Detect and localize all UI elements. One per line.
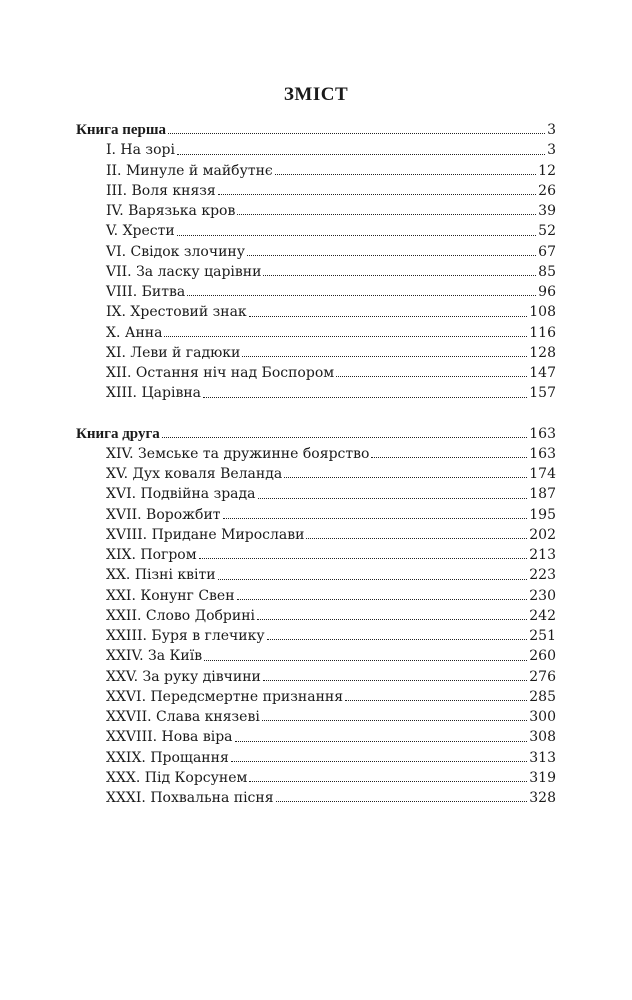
chapter-label: XXIII. Буря в глечику [106, 628, 265, 644]
toc-chapter-entry [76, 282, 556, 302]
chapter-label: XX. Пізні квіти [106, 567, 216, 584]
chapter-label: XXX. Під Корсунем [106, 769, 248, 786]
toc-chapter-entry [76, 140, 556, 160]
chapter-label: II. Минуле й майбутнє [106, 162, 273, 179]
chapter-label: XXII. Слово Добрині [106, 607, 256, 624]
chapter-page-number: 26 [538, 182, 556, 199]
chapter-label: XV. Дух коваля Веланда [106, 466, 283, 482]
chapter-label: VIII. Битва [106, 284, 186, 300]
dot-leader [263, 680, 527, 681]
toc-chapter-entry [76, 242, 556, 262]
toc-chapter-entry [76, 525, 556, 545]
toc-chapter-entry [76, 768, 556, 788]
chapter-page-number: 230 [529, 587, 556, 604]
chapter-page-number: 96 [538, 284, 556, 300]
chapter-label: X. Анна [106, 324, 163, 341]
table-of-contents [76, 120, 556, 808]
chapter-label: IX. Хрестовий знак [106, 304, 247, 321]
chapter-page-number: 128 [529, 344, 556, 361]
dot-leader [345, 700, 527, 701]
dot-leader [249, 316, 528, 317]
chapter-page-number: 213 [529, 547, 556, 563]
dot-leader [187, 295, 536, 296]
toc-chapter-entry [76, 748, 556, 768]
toc-chapter-entry [76, 586, 556, 606]
dot-leader [177, 154, 545, 155]
chapter-label: XIX. Погром [106, 547, 197, 563]
page-title: ЗМІСТ [283, 84, 349, 105]
chapter-label: XIV. Земське та дружинне боярство [106, 445, 370, 462]
chapter-label: V. Хрести [106, 223, 175, 240]
dot-leader [267, 639, 528, 640]
toc-book-section [76, 120, 556, 404]
toc-chapter-entry [76, 707, 556, 727]
chapter-page-number: 300 [529, 709, 556, 725]
dot-leader [258, 498, 528, 499]
toc-chapter-entry [76, 565, 556, 585]
chapter-label: XXIV. За Київ [106, 648, 203, 665]
toc-chapter-entry [76, 788, 556, 808]
dot-leader [336, 376, 527, 377]
chapter-label: VI. Свідок злочину [106, 243, 245, 260]
chapter-label: XXVIII. Нова віра [106, 729, 233, 746]
chapter-page-number: 202 [529, 526, 556, 543]
chapter-page-number: 260 [529, 648, 556, 665]
toc-chapter-entry [76, 302, 556, 322]
chapter-page-number: 116 [529, 324, 556, 341]
chapter-page-number: 3 [547, 142, 556, 159]
chapter-page-number: 174 [529, 466, 556, 482]
toc-book-section [76, 424, 556, 809]
chapter-page-number: 251 [529, 628, 556, 644]
dot-leader [371, 457, 527, 458]
dot-leader [231, 761, 527, 762]
toc-chapter-entry [76, 606, 556, 626]
toc-chapter-entry [76, 626, 556, 646]
toc-chapter-entry [76, 181, 556, 201]
toc-chapter-entry [76, 484, 556, 504]
toc-chapter-entry [76, 646, 556, 666]
toc-chapter-entry [76, 201, 556, 221]
toc-chapter-entry [76, 221, 556, 241]
dot-leader [242, 356, 527, 357]
toc-chapter-entry [76, 262, 556, 282]
chapter-page-number: 147 [529, 365, 556, 381]
dot-leader [218, 194, 536, 195]
chapter-page-number: 195 [529, 506, 556, 523]
chapter-page-number: 223 [529, 567, 556, 584]
chapter-label: XXI. Конунг Свен [106, 587, 235, 604]
chapter-page-number: 163 [529, 445, 556, 462]
chapter-label: III. Воля князя [106, 182, 216, 199]
chapter-label: XIII. Царівна [106, 385, 202, 402]
chapter-page-number: 157 [529, 385, 556, 402]
toc-chapter-entry [76, 383, 556, 403]
chapter-page-number: 276 [529, 668, 556, 685]
dot-leader [203, 397, 527, 398]
chapter-page-number: 108 [529, 304, 556, 321]
toc-book-heading [76, 424, 556, 444]
dot-leader [164, 336, 527, 337]
chapter-page-number: 313 [529, 749, 556, 766]
toc-chapter-entry [76, 363, 556, 383]
dot-leader [218, 579, 528, 580]
toc-chapter-entry [76, 343, 556, 363]
dot-leader [263, 275, 536, 276]
toc-book-heading [76, 120, 556, 140]
dot-leader [284, 477, 527, 478]
dot-leader [275, 174, 536, 175]
chapter-label: VII. За ласку царівни [106, 263, 262, 280]
toc-chapter-entry [76, 545, 556, 565]
book-page-number: 3 [547, 122, 556, 138]
toc-chapter-entry [76, 667, 556, 687]
dot-leader [306, 538, 527, 539]
book-page-number: 163 [529, 425, 556, 442]
chapter-page-number: 52 [538, 223, 556, 240]
chapter-label: XVII. Ворожбит [106, 506, 221, 523]
toc-chapter-entry [76, 687, 556, 707]
chapter-page-number: 319 [529, 769, 556, 786]
chapter-label: XXVI. Передсмертне признання [106, 688, 344, 705]
dot-leader [235, 741, 528, 742]
dot-leader [223, 518, 528, 519]
chapter-label: XXIX. Прощання [106, 749, 229, 766]
chapter-page-number: 12 [538, 162, 556, 179]
chapter-page-number: 187 [529, 486, 556, 503]
chapter-label: XXV. За руку дівчини [106, 668, 261, 685]
dot-leader [237, 599, 528, 600]
chapter-page-number: 308 [529, 729, 556, 746]
chapter-label: IV. Варязька кров [106, 203, 236, 219]
dot-leader [247, 255, 536, 256]
dot-leader [162, 437, 527, 438]
chapter-label: XVI. Подвійна зрада [106, 486, 256, 503]
chapter-label: I. На зорі [106, 142, 175, 159]
toc-chapter-entry [76, 464, 556, 484]
dot-leader [262, 720, 527, 721]
dot-leader [168, 133, 545, 134]
dot-leader [249, 781, 527, 782]
chapter-label: XVIII. Придане Мирослави [106, 526, 305, 543]
chapter-page-number: 67 [538, 243, 556, 260]
book-heading-label: Книга друга [76, 425, 160, 442]
toc-chapter-entry [76, 323, 556, 343]
dot-leader [204, 660, 527, 661]
dot-leader [237, 214, 536, 215]
chapter-page-number: 85 [538, 263, 556, 280]
dot-leader [199, 558, 528, 559]
toc-chapter-entry [76, 161, 556, 181]
chapter-label: XII. Остання ніч над Боспором [106, 365, 335, 381]
toc-chapter-entry [76, 727, 556, 747]
chapter-page-number: 285 [529, 688, 556, 705]
chapter-label: XXXI. Похвальна пісня [106, 790, 274, 806]
chapter-page-number: 242 [529, 607, 556, 624]
chapter-page-number: 39 [538, 203, 556, 219]
toc-chapter-entry [76, 505, 556, 525]
chapter-label: XI. Леви й гадюки [106, 344, 241, 361]
toc-chapter-entry [76, 444, 556, 464]
book-heading-label: Книга перша [76, 122, 167, 138]
dot-leader [276, 801, 528, 802]
dot-leader [177, 235, 536, 236]
chapter-page-number: 328 [529, 790, 556, 806]
chapter-label: XXVII. Слава князеві [106, 709, 260, 725]
dot-leader [257, 619, 527, 620]
